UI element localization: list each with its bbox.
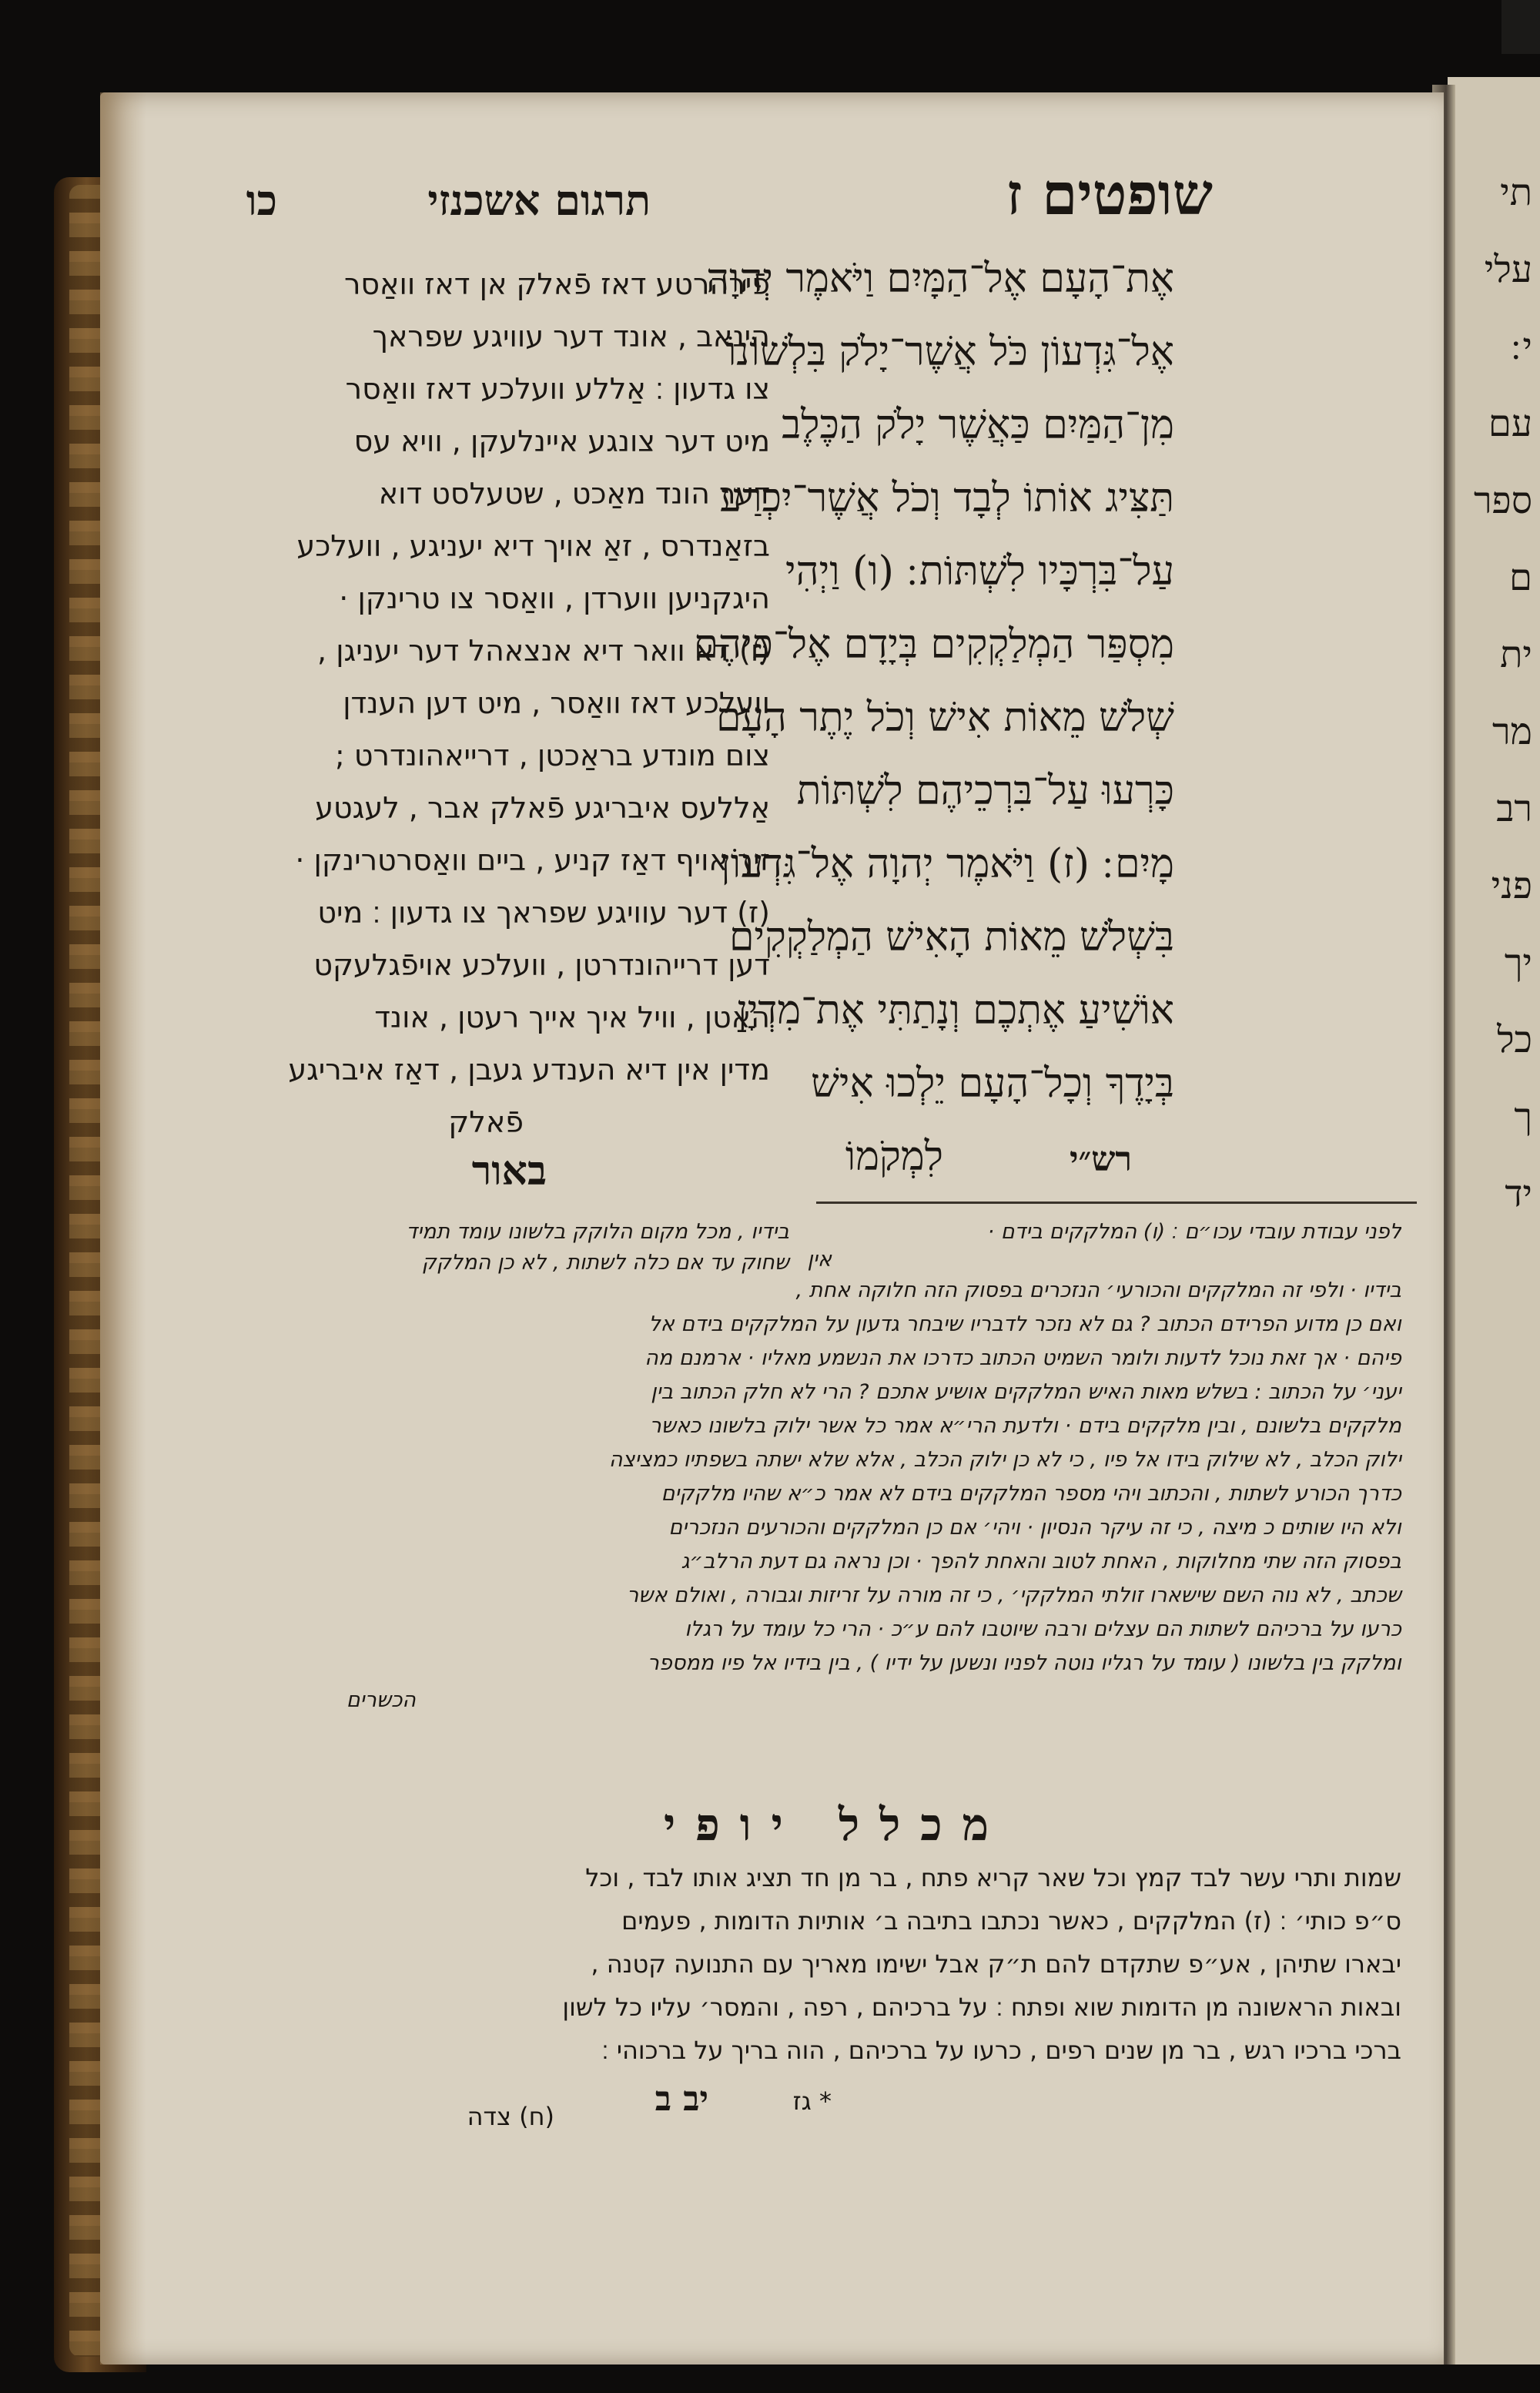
yiddish-line: היגקניען ווערדן , וואַסר צו טרינקן · bbox=[339, 581, 770, 615]
hebrew-line: תַּצִּיג אוֹתוֹ לְבָד וְכֹל אֲשֶׁר־יִכְרַע bbox=[719, 475, 1174, 521]
facing-line: ך bbox=[1514, 1095, 1532, 1138]
rashi-line: לפני עבודת עובדי עכו״ם ׃ (ו) המלקקים בידם · bbox=[987, 1220, 1401, 1244]
rashi-line: כרעו על ברכיהם לשתות הם עצלים ורבה שיוטבו להם ע״כ · הרי כל עומד על רגלו bbox=[685, 1617, 1401, 1641]
facing-line: יד bbox=[1505, 1172, 1532, 1215]
facing-line: תי bbox=[1500, 171, 1532, 214]
rashi-line: בפסוק הזה שתי מחלוקות , האחת לטוב והאחת להפך · וכן נראה גם דעת הרלב״ג bbox=[681, 1550, 1401, 1574]
rashi-line: ואם כן מדוע הפרידם הכתוב ? גם לא נזכר לדבריו שיבחר גדעון על המלקקים בידם אל bbox=[648, 1312, 1401, 1336]
rashi-line: אין bbox=[807, 1248, 832, 1272]
rashi-line: שכתב , לא נוה השם שישארו זולתי המלקקי׳ , כי זה מורה על זריזות וגבורה , ואולם אשר bbox=[627, 1584, 1401, 1607]
yiddish-line: האַטן , וויל איך אייך רעטן , אונד bbox=[374, 1000, 770, 1034]
facing-line: ם bbox=[1509, 556, 1532, 599]
yiddish-line: צו גדעון ׃ אַללע וועלכע דאז וואַסר bbox=[345, 372, 770, 406]
yiddish-line: בזאַנדרס , זאַ אויך דיא יעניגע , וועלכע bbox=[296, 529, 770, 563]
rashi-line: יעני׳ על הכתוב : בשלש מאות האיש המלקקים אושיע אתכם ? הרי לא חלק הכתוב בין bbox=[651, 1380, 1401, 1404]
rashi-line: ולא היו שותים כ מיצה , כי זה עיקר הנסיון · ויהי׳ אם כן המלקקים והכורעים הנזכרים bbox=[668, 1516, 1401, 1540]
yiddish-line: צום מונדע בראַכטן , דרייאהונדרט ; bbox=[334, 739, 770, 773]
yiddish-line: וועלכע דאז וואַסר , מיט דען הענדן bbox=[343, 686, 770, 720]
hebrew-line: עַל־בִּרְכָּיו לִשְׁתּוֹת ׃ (ו) וַיְהִי bbox=[785, 548, 1174, 595]
hebrew-line: אֶל־גִּדְעוֹן כֹּל אֲשֶׁר־יָלֹק בִּלְשׁוֹנוֹ bbox=[726, 329, 1174, 375]
yiddish-line: אַללעס איבריגע פֿאלק אבר , לעגטע bbox=[315, 791, 770, 825]
yiddish-line: פֿירהרטע דאז פֿאלק אן דאז וואַסר bbox=[343, 267, 770, 301]
column-rule bbox=[816, 1202, 1417, 1204]
running-title-left: תרגום אשכנזי bbox=[427, 176, 651, 225]
hebrew-line: בִּשְׁלֹשׁ מֵאוֹת הָאִישׁ הַמְלַקְקִים bbox=[728, 914, 1174, 960]
mikhlal-yofi-title: מכלל יופי bbox=[664, 1798, 1009, 1851]
rashi-line: ומלקק בין בלשונו ( עומד על רגליו נוטה לפניו ונשען על ידיו ) , בין בידיו אל פיו ממספר bbox=[647, 1651, 1401, 1675]
yiddish-line: זיך אויף דאַז קניע , ביים וואַסרטרינקן · bbox=[295, 843, 770, 877]
facing-line: רב bbox=[1496, 787, 1532, 830]
yiddish-line: (ז) דער עוויגע שפראך צו גדעון ׃ מיט bbox=[317, 896, 770, 930]
rashi-title: רש״י bbox=[1069, 1140, 1132, 1179]
yiddish-line: דער הונד מאַכט , שטעלסט דוא bbox=[378, 477, 770, 511]
hebrew-line: מָיִם ׃ (ז) וַיֹּאמֶר יְהוָה אֶל־גִּדְעוֹן bbox=[720, 841, 1174, 887]
facing-line: כל bbox=[1497, 1018, 1532, 1061]
hebrew-line: שְׁלֹשׁ מֵאוֹת אִישׁ וְכֹל יֶתֶר הָעָם bbox=[715, 695, 1174, 741]
hebrew-line: לִמְקֹמוֹ bbox=[845, 1134, 943, 1180]
hebrew-line: מִן־הַמַּיִם כַּאֲשֶׁר יָלֹק הַכֶּלֶב bbox=[782, 402, 1174, 448]
yiddish-line: מדין אין דיא הענדע געבן , דאַז איבריגע bbox=[288, 1053, 770, 1087]
mikhlal-line: ס״פ כותי׳ ׃ (ז) המלקקים , כאשר נכתבו בתיבה ב׳ אותיות הדומות , פעמים bbox=[621, 1906, 1401, 1936]
mikhlal-line: שמות ותרי עשר לבד קמץ וכל שאר קריא פתח , בר מן חד תציג אותו לבד , וכל bbox=[585, 1863, 1401, 1892]
rashi-line: פיהם · אך זאת נוכל לדעות ולומר השמיט הכתוב כדרכו את הנשמע מאליו · ארמנם מה bbox=[644, 1346, 1401, 1370]
folio-number: כו bbox=[246, 176, 277, 225]
facing-line: ספר bbox=[1473, 479, 1532, 522]
running-title-right: שופטים ז bbox=[1006, 162, 1213, 228]
printer-signature: יב ב bbox=[654, 2080, 708, 2119]
mikhlal-line: ברכי ברכיו רגש , בר מן שנים רפים , כרעו על ברכיהם , הוה בריך על ברכוהי ׃ bbox=[601, 2036, 1401, 2065]
facing-line: פני bbox=[1491, 864, 1532, 907]
yiddish-line: מיט דער צונגע איינלעקן , וויא עס bbox=[353, 424, 770, 458]
rashi-line: כדרך הכורע לשתות , והכתוב ויהי מספר המלקקים בידם לא אמר כ״א שהיו מלקקים bbox=[661, 1482, 1401, 1506]
rashi-line: בידיו · ולפי זה המלקקים והכורעי׳ הנזכרים בפסוק הזה חלוקה אחת , bbox=[795, 1279, 1401, 1302]
biur-title: באור bbox=[471, 1148, 547, 1195]
yiddish-line: דען דרייהונדרטן , וועלכע אויפֿגלעקט bbox=[313, 948, 770, 982]
rashi-line: ילוק הכלב , לא שילוק בידו אל פיו , כי לא כן ילוק הכלב , אלא שלא ישתה בשפתיו כמציצה bbox=[608, 1448, 1401, 1472]
facing-line: י ׃ bbox=[1511, 325, 1532, 368]
facing-line: ית bbox=[1500, 633, 1532, 676]
facing-line: מר bbox=[1491, 710, 1532, 753]
hebrew-line: אוֹשִׁיעַ אֶתְכֶם וְנָתַתִּי אֶת־מִדְיָן bbox=[737, 987, 1174, 1034]
rashi-line: מלקקים בלשונם , ובין מלקקים בידם · ולדעת הרי״א אמר כל אשר ילוק בלשונו כאשר bbox=[649, 1414, 1401, 1438]
yiddish-line: פֿאלק bbox=[448, 1105, 524, 1139]
hebrew-line: מִסְפַּר הַמְלַקְקִים בְּיָדָם אֶל־פִּיהֶם bbox=[693, 622, 1174, 668]
hebrew-line: כָּרְעוּ עַל־בִּרְכֵיהֶם לִשְׁתּוֹת bbox=[796, 768, 1174, 814]
biur-line: בידיו , מכל מקום הלוקק בלשונו עומד תמיד bbox=[406, 1220, 789, 1244]
catchword: (ח) צדה bbox=[467, 2102, 554, 2131]
facing-line: עלי bbox=[1484, 248, 1532, 291]
yiddish-line: הינאב , אונד דער עוויגע שפראך bbox=[372, 320, 770, 354]
hebrew-line: אֶת־הָעָם אֶל־הַמָּיִם וַיֹּאמֶר יְהוָה bbox=[706, 256, 1174, 302]
page-shade bbox=[100, 92, 146, 2365]
mikhlal-line: יבארו שתיהן , אע״פ שתקדם להם ת״ק אבל ישימו מאריך עם התנועה קטנה , bbox=[591, 1949, 1401, 1979]
facing-page-text bbox=[1448, 154, 1536, 2003]
signature-mark: * גז bbox=[792, 2086, 832, 2116]
scan-tab bbox=[1502, 0, 1540, 54]
yiddish-line: (ו) דא וואר דיא אנצאהל דער יעניגן , bbox=[317, 634, 770, 668]
rashi-line: הכשרים bbox=[346, 1688, 416, 1712]
biur-line: שחוק עד אם כלה לשתות , לא כן המלקק bbox=[421, 1251, 789, 1275]
facing-line: עם bbox=[1488, 402, 1532, 445]
facing-line: יך bbox=[1504, 941, 1532, 984]
hebrew-line: בְּיָדֶךָ וְכָל־הָעָם יֵלְכוּ אִישׁ bbox=[811, 1061, 1174, 1107]
mikhlal-line: ובאות הראשונה מן הדומות שוא ופתח ׃ על ברכיהם , רפה , והמסר׳ עליו כל לשון bbox=[562, 1992, 1401, 2022]
